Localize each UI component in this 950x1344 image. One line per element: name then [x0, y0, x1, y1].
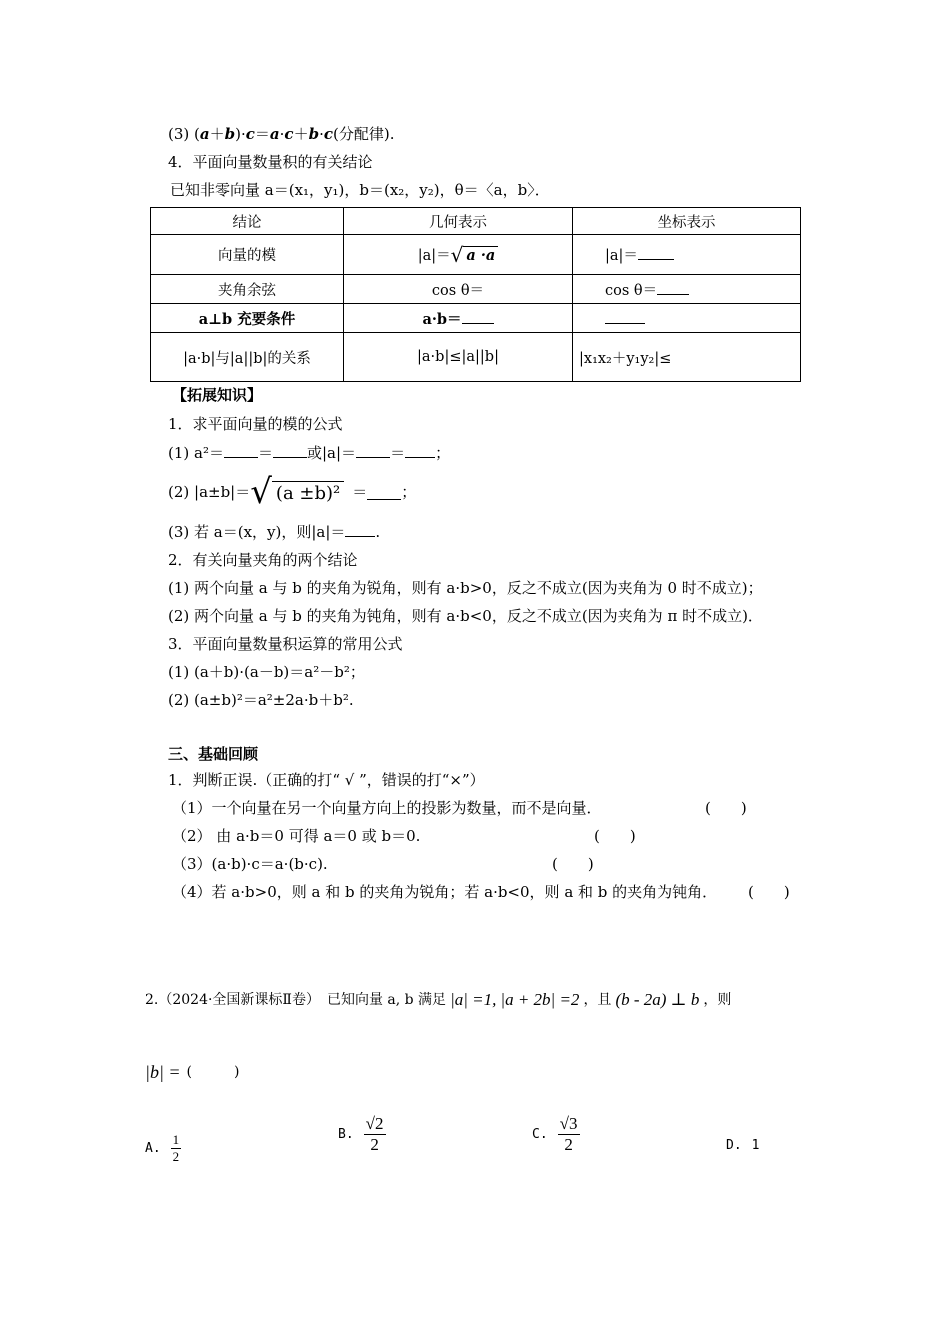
question-2-stem: 2.（2024·全国新课标Ⅱ卷） 已知向量 a, b 满足 |a| =1, |a + 2b| =2 ，且 (b - 2a) ⊥ b ，则	[145, 990, 732, 1009]
coord-cell	[573, 304, 801, 333]
answer-paren-4[interactable]: ( )	[748, 883, 790, 901]
geo-cell: a·b＝	[344, 304, 573, 333]
question-2-ask: |b| = ( )	[145, 1062, 240, 1082]
geo-cell: cos θ＝	[344, 275, 573, 304]
table-row	[151, 333, 801, 382]
statement-3: （3）(a·b)·c＝a·(b·c).	[172, 855, 328, 873]
answer-blank	[462, 309, 494, 324]
ext-title: 【拓展知识】	[172, 386, 263, 404]
sqrt-expression: √ a ·a	[451, 243, 499, 267]
fraction: $\frac{√2}{2}$	[365, 1114, 384, 1154]
table-row	[151, 304, 801, 333]
modulus-formula-2: (2) |a±b|＝ √ (a ±b)² ＝ ；	[168, 472, 417, 512]
statement-2: （2） 由 a·b＝0 可得 a＝0 或 b＝0.	[172, 827, 421, 845]
row-label: 夹角余弦	[151, 275, 344, 304]
coord-cell: cos θ＝	[573, 275, 801, 304]
header-coordinate: 坐标表示	[573, 208, 801, 235]
option-d[interactable]: D. 1	[726, 1138, 760, 1153]
common-formula-1: (1) (a＋b)·(a－b)＝a²－b²；	[168, 663, 365, 681]
given-vectors: 已知非零向量 a＝(x₁，y₁)，b＝(x₂，y₂)，θ＝〈a，b〉．	[170, 181, 550, 199]
sqrt-expression: √ (a ±b)²	[250, 475, 344, 509]
option-b[interactable]: B. $\frac{√2}{2}$	[338, 1114, 384, 1154]
coord-cell: |a|＝	[573, 235, 801, 275]
modulus-formula-1: (1) a²＝ ＝ 或|a|＝ ＝ ；	[168, 444, 451, 462]
answer-paren-3[interactable]: ( )	[552, 855, 594, 873]
table-header-row	[151, 208, 801, 235]
row-label: a⊥b 充要条件	[151, 304, 344, 333]
condition-3: (b - 2a) ⊥ b	[615, 990, 700, 1009]
header-conclusion: 结论	[151, 208, 344, 235]
answer-blank	[638, 245, 674, 260]
option-a[interactable]: A. $\frac{1}{2}$	[145, 1132, 180, 1164]
review-title: 三、基础回顾	[168, 745, 259, 763]
fraction: $\frac{√3}{2}$	[559, 1114, 578, 1154]
condition-2: |a + 2b| =2	[500, 990, 580, 1009]
row-label: 向量的模	[151, 235, 344, 275]
review-question-1: 1．判断正误.（正确的打“ √ ”，错误的打“×”）	[168, 771, 485, 789]
distributive-law: (3) (a＋b)·c＝a·c＋b·c(分配律).	[168, 125, 395, 143]
angle-conclusion-1: (1) 两个向量 a 与 b 的夹角为锐角，则有 a·b>0，反之不成立(因为夹角为 0 时不成立)；	[168, 579, 763, 597]
answer-paren-2[interactable]: ( )	[594, 827, 636, 845]
table-row	[151, 275, 801, 304]
ext-heading-3: 3．平面向量数量积运算的常用公式	[168, 635, 403, 653]
angle-conclusion-2: (2) 两个向量 a 与 b 的夹角为钝角，则有 a·b<0，反之不成立(因为夹角为 π 时不成立)．	[168, 607, 763, 625]
header-geometric: 几何表示	[344, 208, 573, 235]
option-c[interactable]: C. $\frac{√3}{2}$	[532, 1114, 578, 1154]
common-formula-2: (2) (a±b)²＝a²±2a·b＋b².	[168, 691, 354, 709]
ext-heading-2: 2．有关向量夹角的两个结论	[168, 551, 358, 569]
answer-paren-1[interactable]: ( )	[705, 799, 747, 817]
modulus-formula-3: (3) 若 a＝(x，y)，则|a|＝ .	[168, 523, 381, 541]
answer-blank	[657, 280, 689, 295]
statement-1: （1）一个向量在另一个向量方向上的投影为数量，而不是向量．	[172, 799, 602, 817]
answer-blank	[605, 309, 645, 324]
condition-1: |a| =1,	[450, 990, 497, 1009]
row-label: |a·b|与|a||b|的关系	[151, 333, 344, 382]
section-4-heading: 4．平面向量数量积的有关结论	[168, 153, 373, 171]
geo-cell: |a·b|≤|a||b|	[344, 333, 573, 382]
fraction: $\frac{1}{2}$	[172, 1132, 180, 1164]
table-row	[151, 235, 801, 275]
ext-heading-1: 1．求平面向量的模的公式	[168, 415, 343, 433]
coord-cell: |x₁x₂＋y₁y₂|≤	[573, 333, 801, 382]
geo-cell: |a|＝√ a ·a	[344, 235, 573, 275]
conclusions-table	[150, 207, 801, 382]
statement-4: （4）若 a·b>0，则 a 和 b 的夹角为锐角；若 a·b<0，则 a 和 b 的夹角为钝角．	[172, 883, 718, 901]
